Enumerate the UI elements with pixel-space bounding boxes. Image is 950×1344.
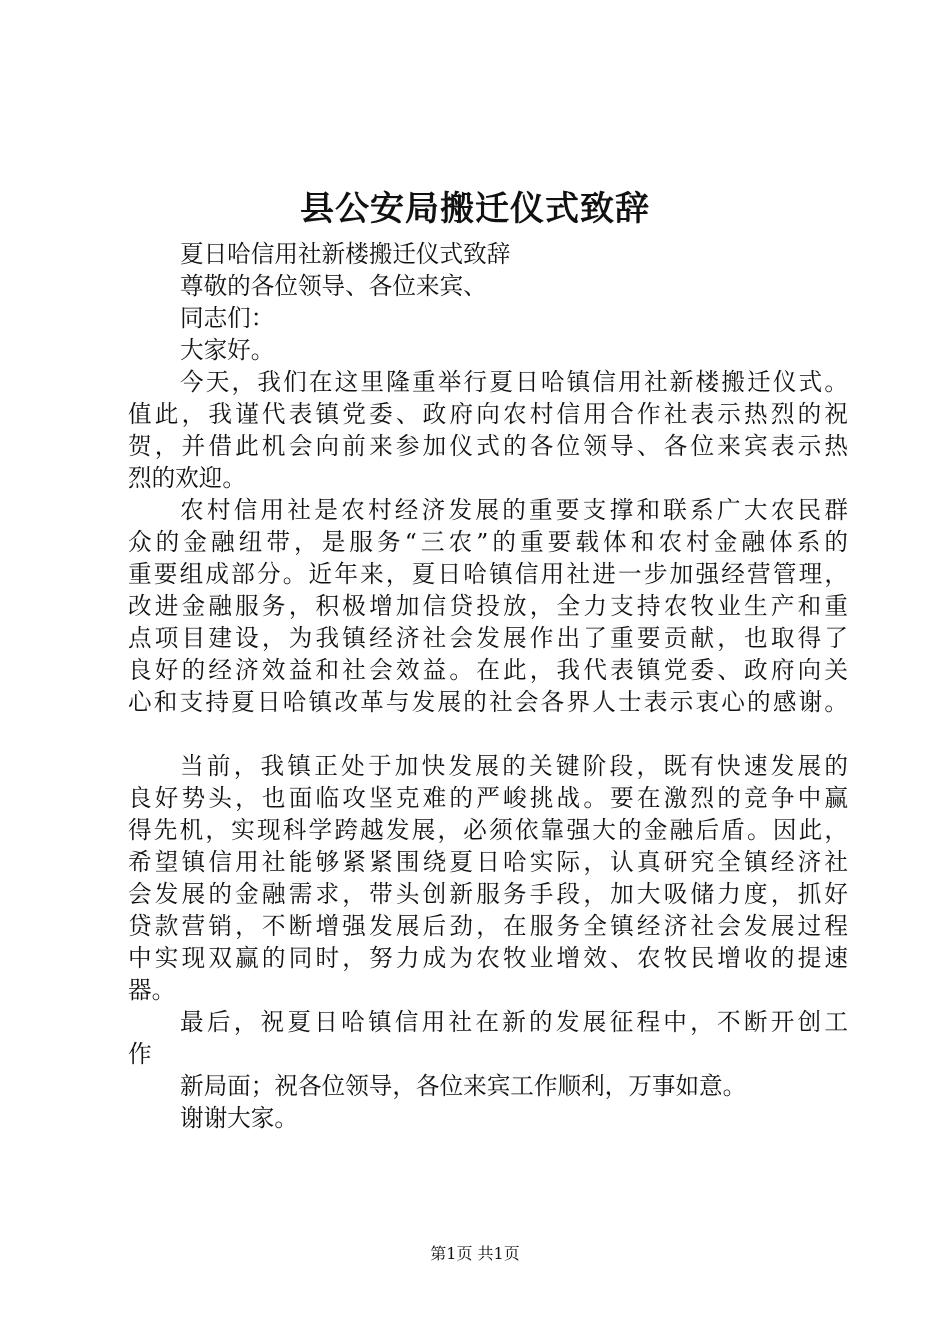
body-line: 良好的经济效益和社会效益。在此，我代表镇党委、政府向关 (128, 656, 848, 684)
body-line: 当前，我镇正处于加快发展的关键阶段，既有快速发展的 (180, 752, 848, 780)
body-line: 作 (128, 1040, 152, 1068)
body-line: 会发展的金融需求，带头创新服务手段，加大吸储力度，抓好 (128, 880, 848, 908)
paragraph-gap (128, 718, 848, 750)
body-line: 谢谢大家。 (180, 1104, 298, 1132)
body-line: 今天，我们在这里隆重举行夏日哈镇信用社新楼搬迁仪式。 (180, 368, 848, 396)
body-line: 希望镇信用社能够紧紧围绕夏日哈实际，认真研究全镇经济社 (128, 848, 848, 876)
body-line: 烈的欢迎。 (128, 464, 246, 492)
body-line: 点项目建设，为我镇经济社会发展作出了重要贡献，也取得了 (128, 624, 848, 652)
body-line: 新局面；祝各位领导，各位来宾工作顺利，万事如意。 (180, 1072, 747, 1100)
page-number-footer: 第1页 共1页 (430, 1244, 520, 1263)
body-line: 得先机，实现科学跨越发展，必须依靠强大的金融后盾。因此， (128, 816, 848, 844)
body-line: 大家好。 (180, 336, 275, 364)
body-line: 农村信用社是农村经济发展的重要支撑和联系广大农民群 (180, 496, 848, 524)
body-line: 贺，并借此机会向前来参加仪式的各位领导、各位来宾表示热 (128, 432, 848, 460)
document-body (128, 238, 848, 1134)
body-line: 夏日哈信用社新楼搬迁仪式致辞 (180, 240, 511, 268)
body-line: 器。 (128, 976, 176, 1004)
body-line: 重要组成部分。近年来，夏日哈镇信用社进一步加强经营管理， (128, 560, 848, 588)
document-title: 县公安局搬迁仪式致辞 (300, 189, 650, 229)
body-line: 值此，我谨代表镇党委、政府向农村信用合作社表示热烈的祝 (128, 400, 848, 428)
body-line: 众的金融纽带，是服务“三农”的重要载体和农村金融体系的 (128, 528, 848, 556)
body-line: 心和支持夏日哈镇改革与发展的社会各界人士表示衷心的感谢。 (128, 688, 848, 716)
body-line: 贷款营销，不断增强发展后劲，在服务全镇经济社会发展过程 (128, 912, 848, 940)
body-line: 改进金融服务，积极增加信贷投放，全力支持农牧业生产和重 (128, 592, 848, 620)
body-line: 中实现双赢的同时，努力成为农牧业增效、农牧民增收的提速 (128, 944, 848, 972)
body-line: 同志们： (180, 304, 275, 332)
body-line: 最后，祝夏日哈镇信用社在新的发展征程中，不断开创工 (180, 1008, 848, 1036)
body-line: 良好势头，也面临攻坚克难的严峻挑战。要在激烈的竞争中赢 (128, 784, 848, 812)
body-line: 尊敬的各位领导、各位来宾、 (180, 272, 487, 300)
